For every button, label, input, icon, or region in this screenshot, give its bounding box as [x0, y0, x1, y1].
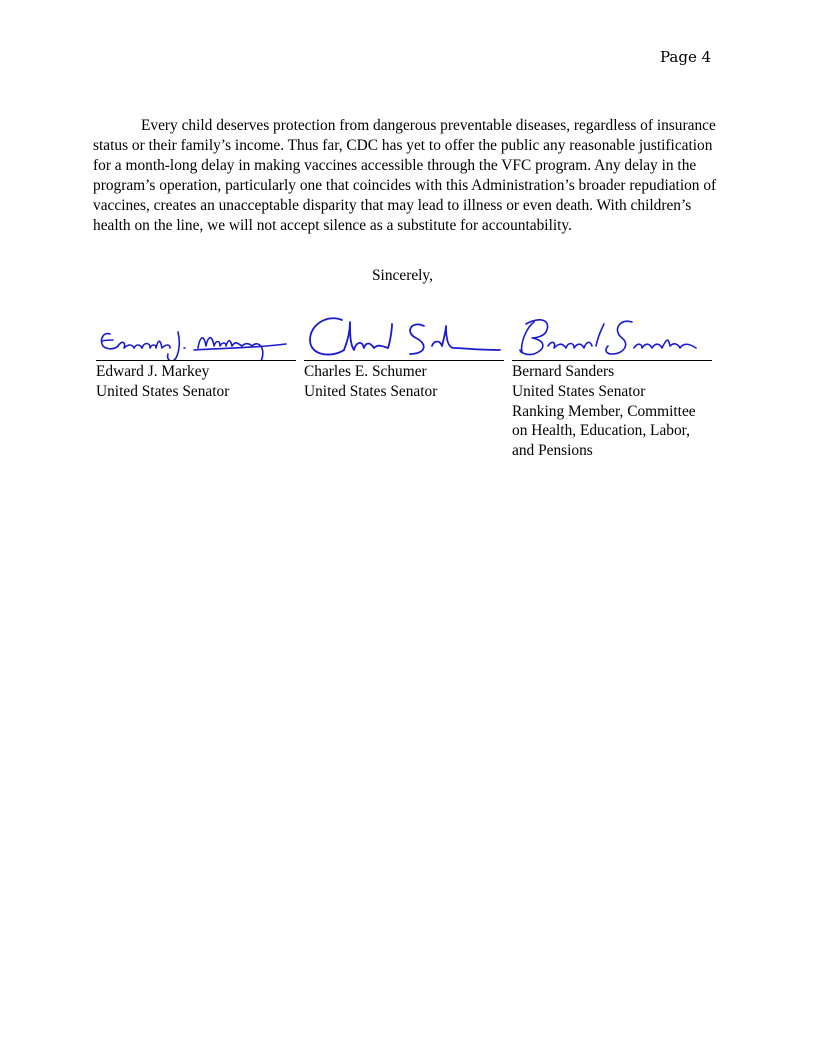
- page-number: Page 4: [660, 48, 712, 66]
- signature-block-markey: [96, 310, 296, 402]
- signature-schumer-handwritten: [304, 310, 504, 360]
- signatory-name: Bernard Sanders: [512, 363, 615, 380]
- signature-line: [96, 360, 296, 361]
- letter-closing: Sincerely,: [372, 267, 433, 284]
- signature-markey-handwritten: [96, 310, 296, 360]
- signatory-name: Edward J. Markey: [96, 363, 210, 380]
- signatory-title: and Pensions: [512, 442, 593, 460]
- signatory-title: on Health, Education, Labor,: [512, 422, 691, 440]
- signature-block-schumer: [304, 310, 504, 402]
- signatory-name: Charles E. Schumer: [304, 363, 427, 380]
- signatory-title: United States Senator: [304, 382, 438, 400]
- signatory-title: United States Senator: [96, 382, 230, 400]
- signature-block-sanders: [512, 310, 712, 461]
- signatory-title: United States Senator: [512, 382, 646, 400]
- signature-line: [304, 360, 504, 361]
- signatory-title: Ranking Member, Committee: [512, 402, 696, 420]
- signature-sanders-handwritten: [512, 310, 712, 360]
- letter-body-paragraph: Every child deserves protection from dangerous preventable diseases, regardless of insurance status or their family’s income. Thus far, CDC has yet to offer the public any reasonable justification for a month-long delay in making vaccines accessible through the VFC program. Any delay in the program’s operation, particularly one that coincides with this Administration’s broader repudiation of vaccines, creates an unacceptable disparity that may lead to illness or even death. With children’s health on the line, we will not accept silence as a substitute for accountability.: [93, 117, 717, 234]
- signature-line: [512, 360, 712, 361]
